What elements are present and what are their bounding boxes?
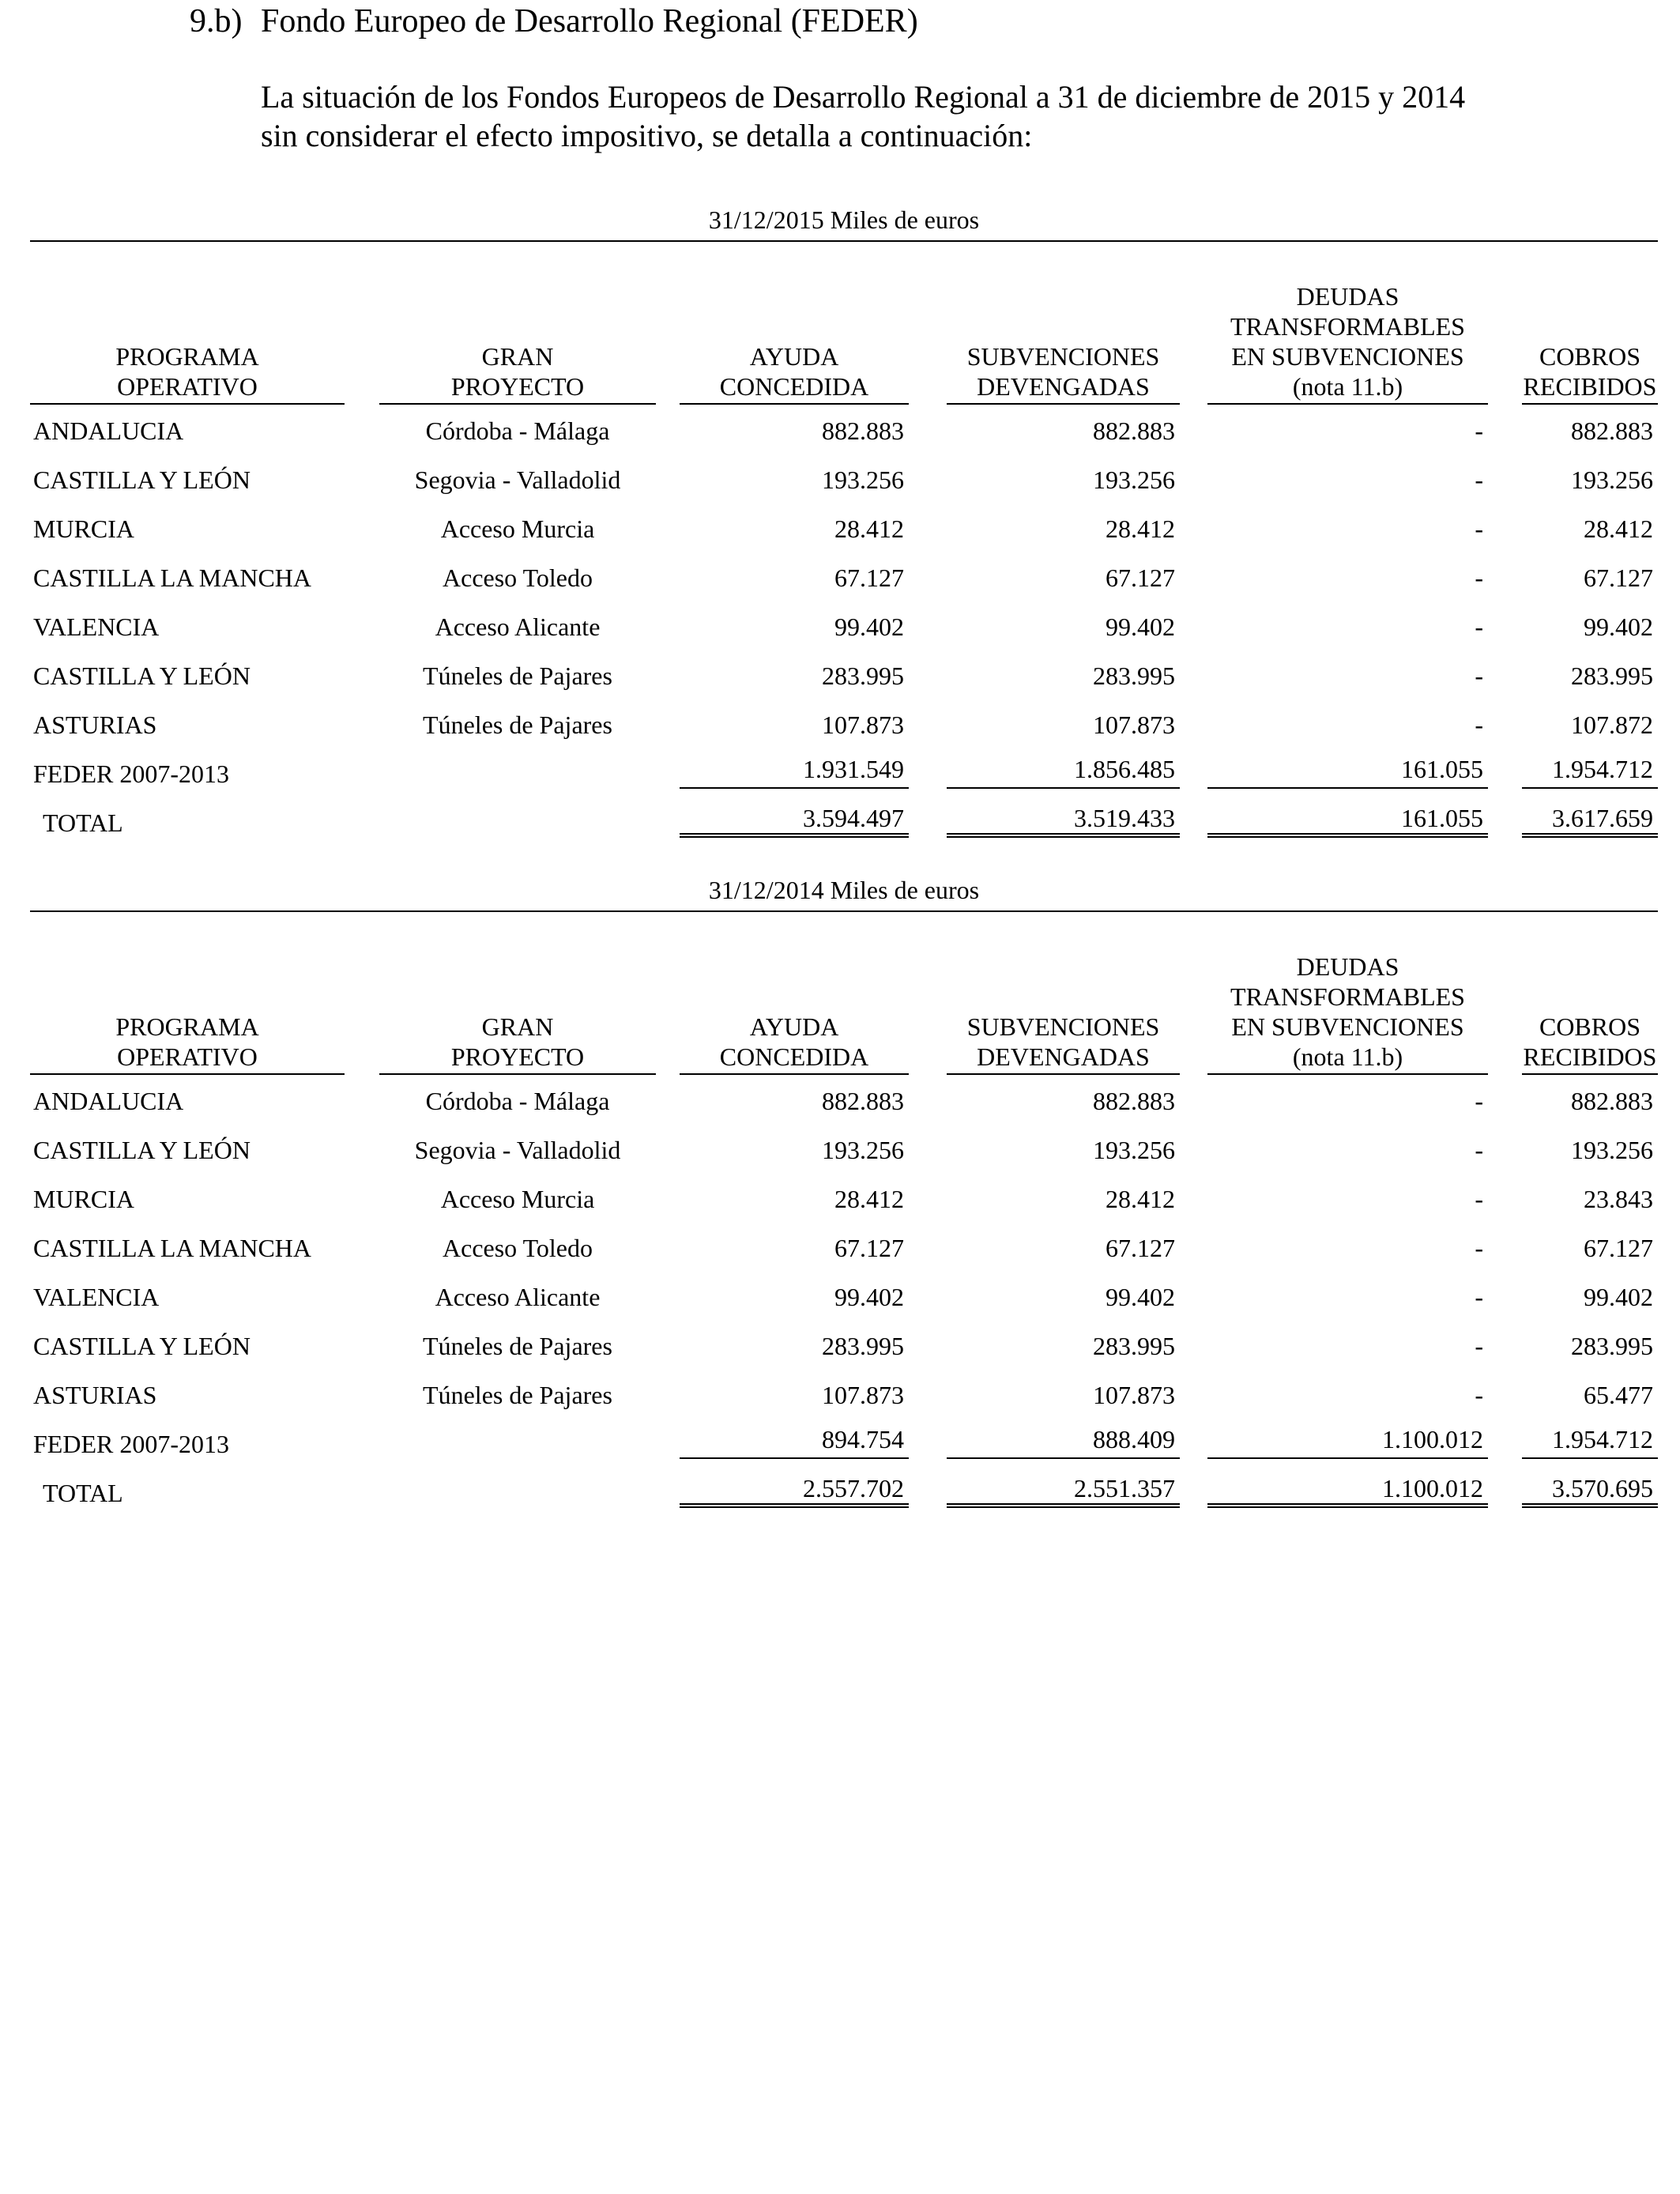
table-cell: 193.256 [1571, 466, 1653, 494]
table-cell: 193.256 [822, 1136, 904, 1164]
header-label: PROYECTO [450, 372, 585, 401]
table-cell: 107.873 [822, 711, 904, 739]
intro-paragraph [261, 77, 1604, 155]
table-cell: 28.412 [834, 1185, 904, 1213]
table-cell: 882.883 [1093, 417, 1175, 445]
table-cell: CASTILLA Y LEÓN [33, 662, 250, 690]
header-label: RECIBIDOS [1523, 372, 1657, 401]
header-label: AYUDA [749, 342, 839, 371]
header-label: COBROS [1539, 1012, 1641, 1041]
table-cell: 2.557.702 [680, 1468, 909, 1508]
header-label: RECIBIDOS [1523, 1042, 1657, 1071]
table-cell: 1.931.549 [680, 749, 909, 789]
table-cell: 882.883 [1571, 1087, 1653, 1115]
table-cell: 28.412 [1584, 515, 1653, 543]
table-cell: 283.995 [1093, 662, 1175, 690]
table-cell: 99.402 [1584, 613, 1653, 641]
table-cell: - [1475, 711, 1483, 739]
table-cell: MURCIA [33, 515, 135, 543]
table-cell: 99.402 [1106, 613, 1175, 641]
table-cell: 3.570.695 [1522, 1468, 1658, 1508]
table-cell: - [1475, 1136, 1483, 1164]
table-cell: 28.412 [1106, 1185, 1175, 1213]
table-cell: CASTILLA Y LEÓN [33, 1332, 250, 1360]
table-cell: - [1475, 1332, 1483, 1360]
section-number: 9.b) [190, 3, 243, 40]
table-cell: FEDER 2007-2013 [33, 1430, 229, 1458]
table-cell: CASTILLA LA MANCHA [33, 1234, 312, 1262]
header-subvenciones-devengadas [947, 259, 1180, 405]
table-cell: CASTILLA Y LEÓN [33, 1136, 250, 1164]
table-cell: 67.127 [1106, 564, 1175, 592]
total-row [30, 1473, 1658, 1513]
header-label: PROYECTO [450, 1042, 585, 1071]
table-cell: 99.402 [834, 1283, 904, 1311]
table-cell: 3.519.433 [947, 798, 1180, 838]
table-cell: 67.127 [1106, 1234, 1175, 1262]
table-row [30, 1081, 1658, 1121]
header-cobros-recibidos [1522, 259, 1658, 405]
header-label: PROGRAMA [115, 342, 259, 371]
table-cell: Segovia - Valladolid [414, 466, 621, 494]
table-cell: VALENCIA [33, 1283, 160, 1311]
header-label: OPERATIVO [117, 1042, 258, 1071]
table-cell: 283.995 [1571, 662, 1653, 690]
table-caption: 31/12/2015 Miles de euros [708, 205, 980, 234]
header-deudas-transformables [1207, 929, 1488, 1075]
table-cell: 65.477 [1584, 1381, 1653, 1409]
table-cell: 882.883 [1571, 417, 1653, 445]
table-cell: 99.402 [1584, 1283, 1653, 1311]
table-cell: Córdoba - Málaga [425, 417, 610, 445]
total-row [30, 803, 1658, 843]
section-heading [190, 2, 918, 41]
table-cell: 193.256 [822, 466, 904, 494]
table-cell: 99.402 [1106, 1283, 1175, 1311]
header-label: SUBVENCIONES [966, 1012, 1160, 1041]
table-row [30, 509, 1658, 548]
table-cell: 67.127 [834, 1234, 904, 1262]
table-cell: 161.055 [1207, 798, 1488, 838]
table-cell: 193.256 [1093, 1136, 1175, 1164]
table-row [30, 656, 1658, 696]
table-row [30, 411, 1658, 450]
table-cell: 23.843 [1584, 1185, 1653, 1213]
header-label: PROGRAMA [115, 1012, 259, 1041]
table-cell: 283.995 [822, 662, 904, 690]
header-label: DEVENGADAS [977, 372, 1150, 401]
table-cell: - [1475, 1234, 1483, 1262]
table-cell: ANDALUCIA [33, 1087, 184, 1115]
header-label: EN SUBVENCIONES [1231, 1012, 1464, 1041]
header-label: DEUDAS [1296, 282, 1399, 311]
header-label: (nota 11.b) [1292, 1042, 1403, 1071]
header-programa-operativo [30, 259, 345, 405]
table-cell: MURCIA [33, 1185, 135, 1213]
table-row [30, 1277, 1658, 1317]
table-cell: Córdoba - Málaga [425, 1087, 610, 1115]
header-gran-proyecto [379, 259, 656, 405]
table-cell: 28.412 [1106, 515, 1175, 543]
table-cell: 107.872 [1571, 711, 1653, 739]
table-cell: 283.995 [1093, 1332, 1175, 1360]
table-caption: 31/12/2014 Miles de euros [708, 876, 980, 904]
table-cell: - [1475, 1087, 1483, 1115]
table-cell: CASTILLA Y LEÓN [33, 466, 250, 494]
table-cell: Acceso Murcia [440, 515, 595, 543]
table-cell: 161.055 [1207, 749, 1488, 789]
table-cell: 193.256 [1093, 466, 1175, 494]
table-cell: 3.617.659 [1522, 798, 1658, 838]
header-label: COBROS [1539, 342, 1641, 371]
table-cell: 67.127 [834, 564, 904, 592]
table-cell: TOTAL [43, 809, 123, 837]
header-label: TRANSFORMABLES [1230, 312, 1465, 341]
table-cell: 107.873 [1093, 711, 1175, 739]
feder-table-2015 [30, 204, 1658, 837]
header-programa-operativo [30, 929, 345, 1075]
table-cell: 888.409 [947, 1419, 1180, 1459]
subtotal-row [30, 1424, 1658, 1464]
feder-table-2014 [30, 874, 1658, 1507]
header-label: GRAN [481, 342, 554, 371]
table-cell: 882.883 [822, 417, 904, 445]
table-cell: 67.127 [1584, 1234, 1653, 1262]
header-label: (nota 11.b) [1292, 372, 1403, 401]
header-label: DEUDAS [1296, 952, 1399, 981]
table-cell: - [1475, 613, 1483, 641]
table-cell: Acceso Alicante [435, 1283, 601, 1311]
table-cell: CASTILLA LA MANCHA [33, 564, 312, 592]
table-cell: 283.995 [822, 1332, 904, 1360]
header-label: AYUDA [749, 1012, 839, 1041]
table-cell: TOTAL [43, 1479, 123, 1507]
table-cell: ASTURIAS [33, 711, 157, 739]
header-cobros-recibidos [1522, 929, 1658, 1075]
table-row [30, 460, 1658, 499]
table-cell: ANDALUCIA [33, 417, 184, 445]
table-cell: FEDER 2007-2013 [33, 760, 229, 788]
table-cell: 67.127 [1584, 564, 1653, 592]
table-cell: - [1475, 564, 1483, 592]
table-row [30, 1326, 1658, 1366]
header-label: CONCEDIDA [719, 372, 869, 401]
table-cell: Acceso Alicante [435, 613, 601, 641]
table-row [30, 1130, 1658, 1170]
table-cell: 3.594.497 [680, 798, 909, 838]
header-label: DEVENGADAS [977, 1042, 1150, 1071]
table-cell: 894.754 [680, 1419, 909, 1459]
table-cell: Túneles de Pajares [423, 1381, 612, 1409]
table-cell: 2.551.357 [947, 1468, 1180, 1508]
table-cell: 1.856.485 [947, 749, 1180, 789]
table-cell: Túneles de Pajares [423, 662, 612, 690]
table-row [30, 1228, 1658, 1268]
table-cell: Acceso Toledo [443, 1234, 593, 1262]
table-cell: - [1475, 662, 1483, 690]
table-cell: 283.995 [1571, 1332, 1653, 1360]
table-cell: - [1475, 1283, 1483, 1311]
table-cell: 28.412 [834, 515, 904, 543]
table-cell: 107.873 [822, 1381, 904, 1409]
table-top-rule [30, 910, 1658, 912]
table-cell: Acceso Murcia [440, 1185, 595, 1213]
table-cell: 1.954.712 [1522, 749, 1658, 789]
table-row [30, 705, 1658, 745]
table-row [30, 1375, 1658, 1415]
table-cell: 193.256 [1571, 1136, 1653, 1164]
intro-line-2: sin considerar el efecto impositivo, se detalla a continuación: [261, 118, 1033, 153]
table-cell: - [1475, 466, 1483, 494]
table-cell: - [1475, 1185, 1483, 1213]
header-subvenciones-devengadas [947, 929, 1180, 1075]
table-cell: Acceso Toledo [443, 564, 593, 592]
table-cell: 882.883 [1093, 1087, 1175, 1115]
table-cell: VALENCIA [33, 613, 160, 641]
subtotal-row [30, 754, 1658, 794]
table-cell: 882.883 [822, 1087, 904, 1115]
header-label: SUBVENCIONES [966, 342, 1160, 371]
table-cell: - [1475, 515, 1483, 543]
section-title: Fondo Europeo de Desarrollo Regional (FEDER) [261, 3, 918, 40]
table-cell: 1.100.012 [1207, 1419, 1488, 1459]
header-label: EN SUBVENCIONES [1231, 342, 1464, 371]
table-cell: Túneles de Pajares [423, 1332, 612, 1360]
header-ayuda-concedida [680, 929, 909, 1075]
table-cell: ASTURIAS [33, 1381, 157, 1409]
intro-line-1: La situación de los Fondos Europeos de Desarrollo Regional a 31 de diciembre de 2015 y 2014 [261, 79, 1466, 115]
header-gran-proyecto [379, 929, 656, 1075]
table-cell: 1.954.712 [1522, 1419, 1658, 1459]
table-cell: 1.100.012 [1207, 1468, 1488, 1508]
table-cell: - [1475, 1381, 1483, 1409]
table-row [30, 558, 1658, 598]
table-row [30, 607, 1658, 647]
table-cell: - [1475, 417, 1483, 445]
header-label: OPERATIVO [117, 372, 258, 401]
table-top-rule [30, 240, 1658, 242]
table-cell: 99.402 [834, 613, 904, 641]
table-row [30, 1179, 1658, 1219]
table-cell: 107.873 [1093, 1381, 1175, 1409]
table-cell: Túneles de Pajares [423, 711, 612, 739]
header-label: CONCEDIDA [719, 1042, 869, 1071]
header-label: GRAN [481, 1012, 554, 1041]
header-deudas-transformables [1207, 259, 1488, 405]
header-label: TRANSFORMABLES [1230, 982, 1465, 1011]
table-cell: Segovia - Valladolid [414, 1136, 621, 1164]
header-ayuda-concedida [680, 259, 909, 405]
